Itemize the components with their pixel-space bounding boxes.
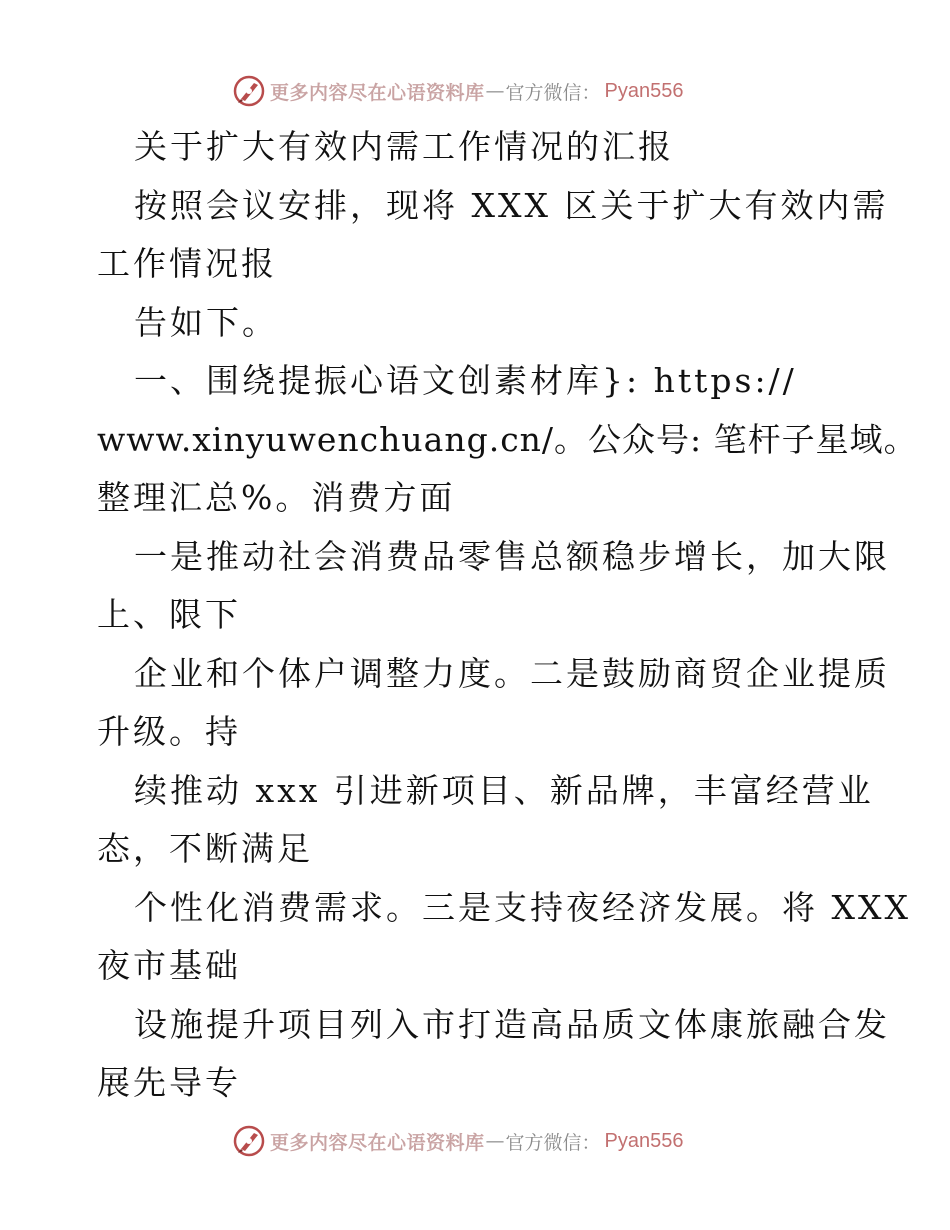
quill-pen-logo-icon [232, 1124, 266, 1158]
paragraph-line: 工作情况报 [97, 244, 277, 283]
watermark-dash: — [485, 80, 505, 102]
watermark-wechat-label: 官方微信： [505, 81, 601, 104]
paragraph-line: www.xinyuwenchuang.cn/。公众号: 笔杆子星域。 [97, 420, 918, 459]
watermark-wechat-id: Pyan556 [604, 1129, 684, 1152]
paragraph-line: 升级。持 [97, 712, 241, 751]
quill-pen-logo-icon [232, 74, 266, 108]
header-watermark [0, 71, 950, 111]
watermark-brand: 更多内容尽在心语资料库 [270, 81, 485, 104]
watermark-wechat-label: 官方微信： [505, 1131, 601, 1154]
paragraph-line: 态，不断满足 [97, 829, 313, 868]
document-title: 关于扩大有效内需工作情况的汇报 [134, 127, 674, 166]
paragraph-line: 告如下。 [134, 303, 278, 342]
paragraph-line: 整理汇总%。消费方面 [97, 478, 456, 517]
paragraph-line: 个性化消费需求。三是支持夜经济发展。将 XXX [134, 888, 911, 927]
paragraph-line: 一、围绕提振心语文创素材库}: https:// [134, 361, 797, 400]
paragraph-line: 上、限下 [97, 595, 241, 634]
watermark-dash: — [485, 1130, 505, 1152]
watermark-content [232, 71, 684, 111]
paragraph-line: 夜市基础 [97, 946, 241, 985]
paragraph-line: 按照会议安排，现将 XXX 区关于扩大有效内需 [134, 186, 889, 225]
paragraph-line: 续推动 xxx 引进新项目、新品牌，丰富经营业 [134, 771, 874, 810]
watermark-content [232, 1121, 684, 1161]
watermark-brand: 更多内容尽在心语资料库 [270, 1131, 485, 1154]
paragraph-line: 展先导专 [97, 1063, 241, 1102]
paragraph-line: 一是推动社会消费品零售总额稳步增长，加大限 [134, 537, 890, 576]
paragraph-line: 设施提升项目列入市打造高品质文体康旅融合发 [134, 1005, 890, 1044]
footer-watermark [0, 1121, 950, 1161]
paragraph-line: 企业和个体户调整力度。二是鼓励商贸企业提质 [134, 654, 890, 693]
watermark-wechat-id: Pyan556 [604, 79, 684, 102]
